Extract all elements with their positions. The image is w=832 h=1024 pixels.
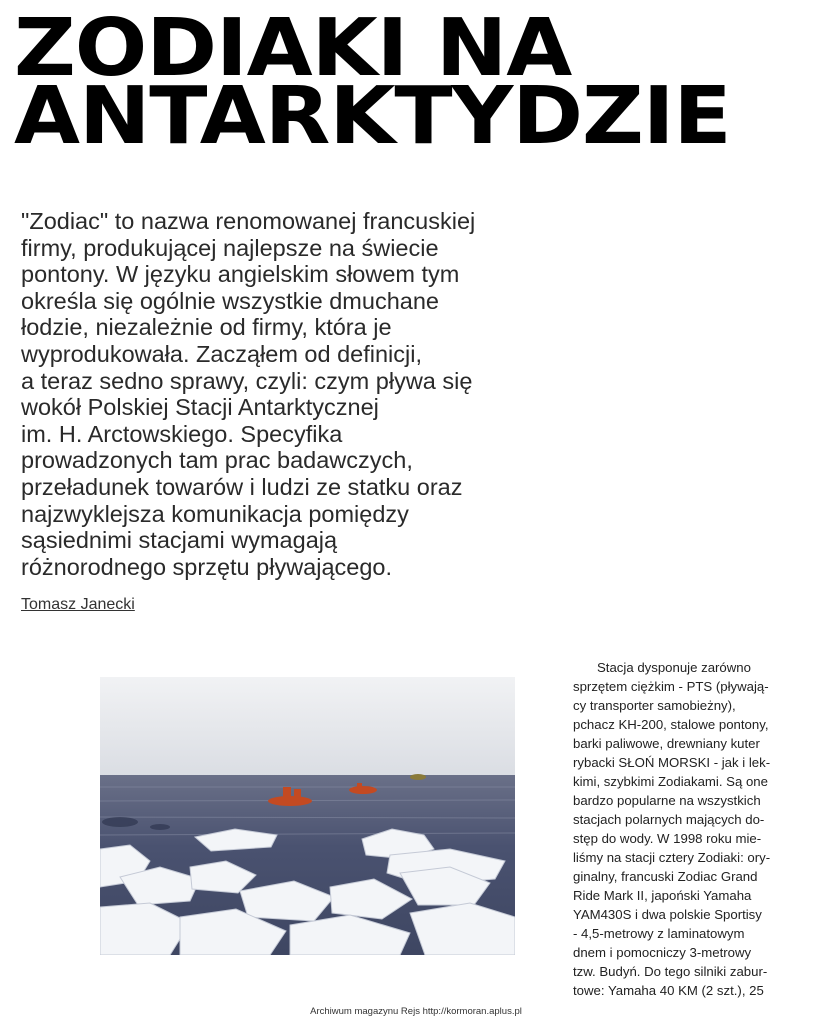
body-line: sprzętem ciężkim - PTS (pływają- [573, 679, 769, 694]
lead-line: firmy, produkującej najlepsze na świecie [21, 234, 439, 261]
body-line: stęp do wody. W 1998 roku mie- [573, 831, 762, 846]
body-line: - 4,5-metrowy z laminatowym [573, 926, 745, 941]
lead-line: sąsiednimi stacjami wymagają [21, 527, 338, 554]
lead-line: określa się ogólnie wszystkie dmuchane [21, 287, 439, 314]
body-line: stacjach polarnych mających do- [573, 812, 765, 827]
lead-line: najzwyklejsza komunikacja pomiędzy [21, 500, 409, 527]
body-line: YAM430S i dwa polskie Sportisy [573, 907, 762, 922]
lead-line: łodzie, niezależnie od firmy, która je [21, 314, 392, 341]
article-title [14, 2, 832, 162]
lead-line: a teraz sedno sprawy, czyli: czym pływa się [21, 367, 473, 394]
body-line: Ride Mark II, japoński Yamaha [573, 888, 752, 903]
footer-archive-note: Archiwum magazynu Rejs http://kormoran.aplus.pl [310, 1006, 522, 1017]
body-line: towe: Yamaha 40 KM (2 szt.), 25 [573, 983, 764, 998]
body-line: dnem i pomocniczy 3-metrowy [573, 945, 752, 960]
body-line: bardzo popularne na wszystkich [573, 793, 761, 808]
body-line: pchacz KH-200, stalowe pontony, [573, 717, 769, 732]
lead-paragraph [21, 208, 561, 580]
title-line: ZODIAKI NA [14, 2, 572, 94]
body-line: tzw. Budyń. Do tego silniki zabur- [573, 964, 768, 979]
body-line: kimi, szybkimi Zodiakami. Są one [573, 774, 768, 789]
lead-line: pontony. W języku angielskim słowem tym [21, 261, 460, 288]
title-line: ANTARKTYDZIE [14, 70, 731, 162]
body-line: cy transporter samobieżny), [573, 698, 736, 713]
author-byline[interactable]: Tomasz Janecki [21, 596, 135, 613]
lead-line: wyprodukowała. Zacząłem od definicji, [21, 340, 422, 367]
lead-line: wokół Polskiej Stacji Antarktycznej [21, 394, 379, 421]
lead-line: różnorodnego sprzętu pływającego. [21, 553, 393, 580]
body-line: barki paliwowe, drewniany kuter [573, 736, 760, 751]
body-line: ginalny, francuski Zodiac Grand [573, 869, 758, 884]
lead-line: "Zodiac" to nazwa renomowanej francuskiej [21, 208, 476, 234]
body-line: rybacki SŁOŃ MORSKI - jak i lek- [573, 755, 771, 770]
lead-line: im. H. Arctowskiego. Specyfika [21, 420, 343, 447]
sky [100, 677, 515, 777]
lead-line: przeładunek towarów i ludzi ze statku oraz [21, 473, 463, 500]
photo-zodiacs-on-sea [100, 677, 515, 955]
body-line: Stacja dysponuje zarówno [597, 660, 751, 675]
body-line: liśmy na stacji cztery Zodiaki: ory- [573, 850, 771, 865]
body-column [573, 658, 795, 1000]
lead-line: prowadzonych tam prac badawczych, [21, 447, 413, 474]
